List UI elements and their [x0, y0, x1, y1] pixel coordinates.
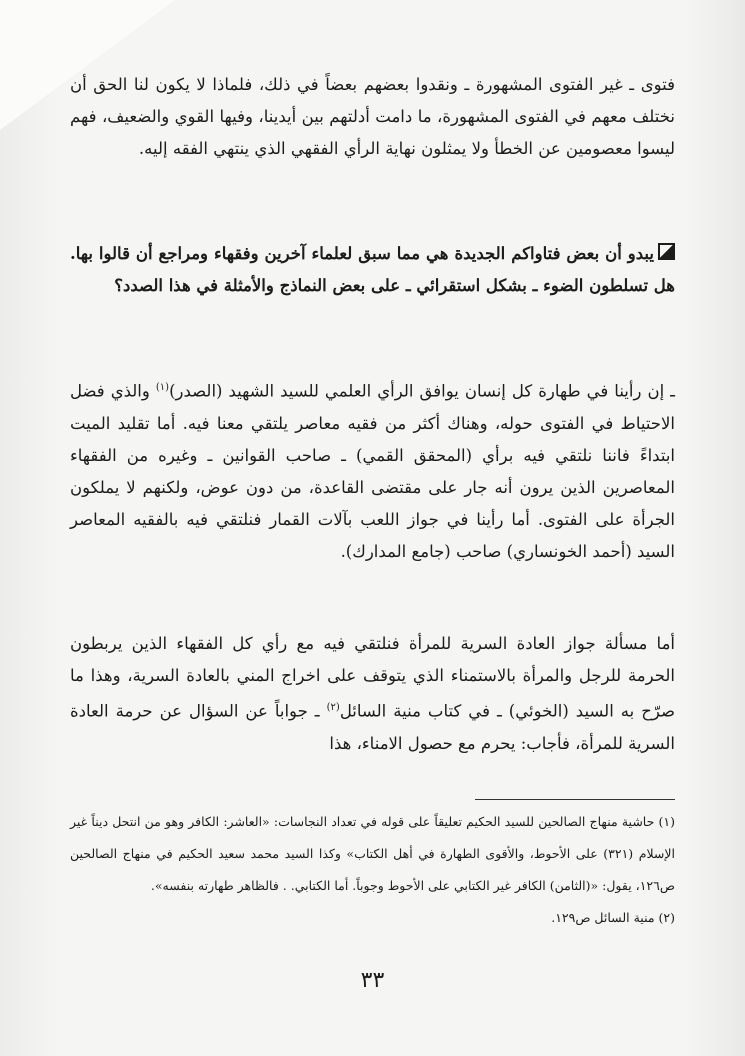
paragraph-2-text	[70, 372, 675, 568]
question-text	[70, 238, 675, 302]
paragraph-1-text: فتوى ـ غير الفتوى المشهورة ـ ونقدوا بعضهم بعضاً في ذلك، فلماذا لا يكون لنا الحق أن نختلف معهم في الفتوى المشهورة، ما دامت أدلتهم بين أيدينا، وفيها القوي والضعيف، فهم ليسوا معصومين عن الخطأ ولا يمثلون نهاية الرأي الفقهي الذي ينتهي الفقه إليه.	[70, 75, 675, 158]
page-number: ٣٣	[360, 968, 385, 993]
footnotes	[70, 806, 675, 934]
paragraph-3-text	[70, 628, 675, 760]
paragraph-2-part-a: ـ إن رأينا في طهارة كل إنسان يوافق الرأي العلمي للسيد الشهيد (الصدر)	[169, 381, 675, 401]
footnote-2: (٢) منية السائل ص١٢٩.	[551, 910, 675, 925]
footnote-ref-1: (١)	[155, 382, 170, 393]
paragraph-3-part-a: أما مسألة جواز العادة السرية للمرأة فنلتقي فيه مع رأي كل الفقهاء الذين يربطون الحرمة للرجل والمرأة بالاستمناء الذي يتوقف على اخراج المني بالعادة السرية، وهذا ما صرّح به السيد (الخوئي) ـ في كتاب منية السائل	[70, 634, 675, 721]
footnote-1: (١) حاشية منهاج الصالحين للسيد الحكيم تعليقاً على قوله في تعداد النجاسات: «العاشر: الكافر وهو من انتحل ديناً غير الإسلام (٣٢١) على الأحوط، والأقوى الطهارة في أهل الكتاب» وكذا السيد محمد سعيد الحكيم في منهاج الصالحين ص١٢٦، يقول: «(الثامن) الكافر غير الكتابي على الأحوط وجوباً. أما الكتابي. . فالظاهر طهارته بنفسه».	[70, 814, 675, 893]
footnote-divider	[475, 799, 675, 800]
paragraph-3-part-b: ـ جواباً عن السؤال عن حرمة العادة السرية للمرأة، فأجاب: يحرم مع حصول الامناء، هذا	[70, 701, 675, 753]
question-marker-icon	[658, 243, 675, 260]
question-block	[70, 238, 675, 302]
question-text-body: يبدو أن بعض فتاواكم الجديدة هي مما سبق لعلماء آخرين وفقهاء ومراجع أن قالوا بها. هل تسلطون الضوء ـ بشكل استقرائي ـ على بعض النماذج والأمثلة في هذا الصدد؟	[70, 244, 675, 295]
paragraph-2-part-b: والذي فضل الاحتياط في الفتوى حوله، وهناك أكثر من فقيه معاصر يلتقي معنا فيه. أما تقليد الميت ابتداءً فاننا نلتقي فيه برأي (المحقق القمي) ـ صاحب القوانين ـ وغيره من الفقهاء المعاصرين الذين يرون أنه جار على مقتضى القاعدة، من دون عوض، ولكنهم لا يملكون الجرأة على الفتوى. أما رأينا في جواز اللعب بآلات القمار فنلتقي فيه بالفقيه المعاصر السيد (أحمد الخونساري) صاحب (جامع المدارك).	[70, 381, 675, 561]
paragraph-3	[70, 628, 675, 760]
paragraph-2	[70, 372, 675, 568]
footnote-ref-2: (٢)	[326, 702, 340, 713]
paragraph-1	[70, 69, 675, 165]
